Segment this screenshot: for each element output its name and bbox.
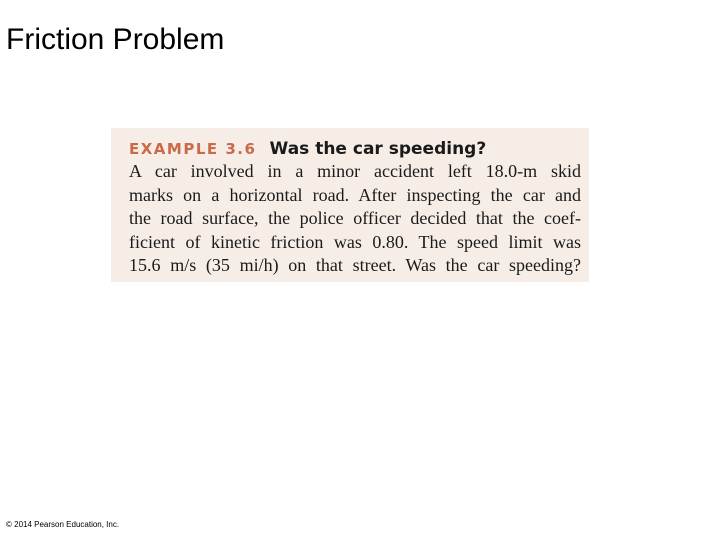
example-line: marks on a horizontal road. After inspecting the car and — [129, 184, 581, 205]
example-body — [129, 160, 581, 278]
example-header — [129, 136, 581, 162]
copyright-notice: © 2014 Pearson Education, Inc. — [6, 520, 120, 529]
example-box — [111, 128, 589, 282]
example-line: 15.6 m/s (35 mi/h) on that street. Was the car speeding? — [129, 255, 581, 275]
example-label: EXAMPLE 3.6 — [129, 140, 257, 158]
example-line: ficient of kinetic friction was 0.80. The speed limit was — [129, 231, 581, 252]
slide-title: Friction Problem — [6, 23, 225, 56]
example-line: the road surface, the police officer decided that the coef- — [129, 208, 581, 228]
example-line: A car involved in a minor accident left 18.0-m skid — [129, 161, 581, 181]
example-heading: Was the car speeding? — [269, 139, 487, 159]
